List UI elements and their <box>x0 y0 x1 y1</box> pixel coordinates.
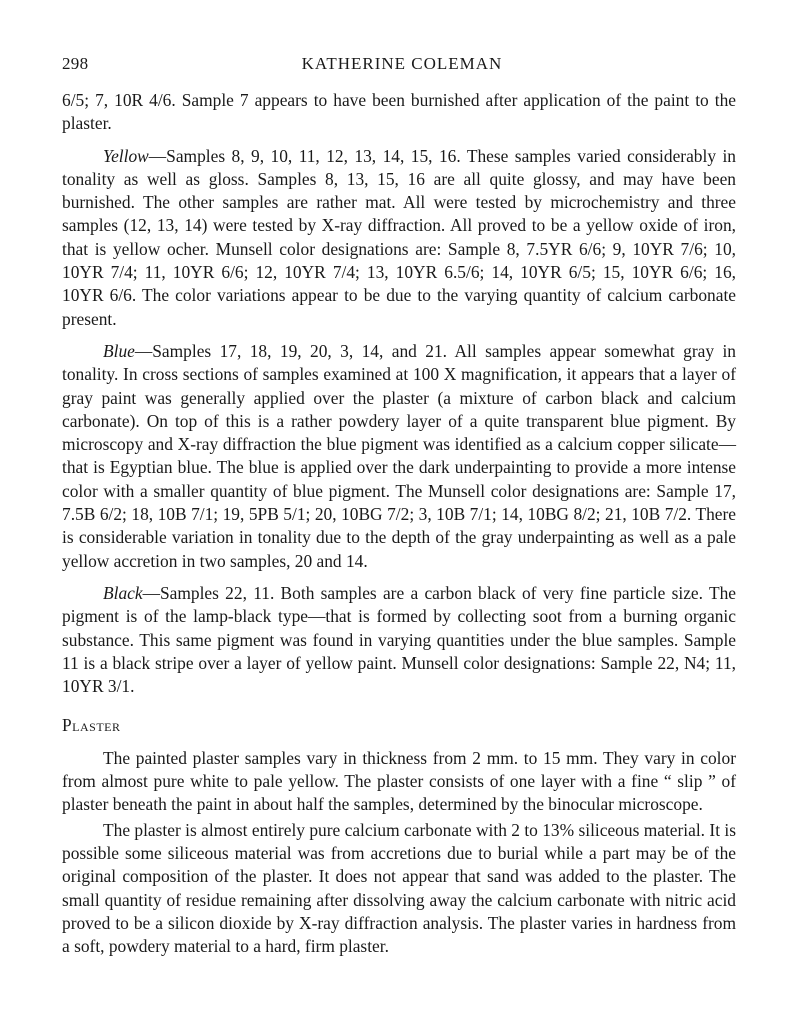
blue-label: Blue <box>103 340 135 361</box>
black-paragraph <box>62 582 736 698</box>
body-text <box>62 89 736 967</box>
yellow-label: Yellow <box>103 145 149 166</box>
page-number: 298 <box>62 54 89 73</box>
black-text: —Samples 22, 11. Both samples are a carbon black of very fine particle size. The pigment is of the lamp-black type—that is formed by collecting soot from a burning organic substance. This same pigment was found in varying quantities under the blue samples. Sample 11 is a black stripe over a layer of yellow paint. Munsell color designations: Sample 22, N4; 11, 10YR 3/1. <box>62 582 736 697</box>
plaster-heading: Plaster <box>62 715 121 736</box>
plaster-paragraph-1: The painted plaster samples vary in thickness from 2 mm. to 15 mm. They vary in color from almost pure white to pale yellow. The plaster consists of one layer with a fine “ slip ” of plaster beneath the paint in about half the samples, determined by the binocular microscope. <box>62 747 736 815</box>
blue-paragraph <box>62 340 736 573</box>
black-label: Black <box>103 582 143 603</box>
yellow-text: —Samples 8, 9, 10, 11, 12, 13, 14, 15, 16. These samples varied considerably in tonality as well as gloss. Samples 8, 13, 15, 16 are all quite glossy, and may have been burnished. The other samples are rather mat. All were tested by microchemistry and three samples (12, 13, 14) were tested by X-ray diffraction. All proved to be a yellow oxide of iron, that is yellow ocher. Munsell color designations are: Sample 8, 7.5YR 6/6; 9, 10YR 7/6; 10, 10YR 7/4; 11, 10YR 6/6; 12, 10YR 7/4; 13, 10YR 6.5/6; 14, 10YR 6/5; 15, 10YR 6/6; 16, 10YR 6/6. The color variations appear to be due to the varying quantity of calcium carbonate present. <box>62 145 736 329</box>
running-header <box>62 54 742 78</box>
continued-paragraph: 6/5; 7, 10R 4/6. Sample 7 appears to have been burnished after application of the paint to the plaster. <box>62 90 736 134</box>
plaster-paragraph-2: The plaster is almost entirely pure calcium carbonate with 2 to 13% siliceous material. It is possible some siliceous material was from accretions due to burial while a part may be of the original composition of the plaster. It does not appear that sand was added to the plaster. The small quantity of residue remaining after dissolving away the calcium carbonate with nitric acid proved to be a silicon dioxide by X-ray diffraction analysis. The plaster varies in hardness from a soft, powdery material to a hard, firm plaster. <box>62 819 736 957</box>
running-title: KATHERINE COLEMAN <box>301 54 503 73</box>
blue-text: —Samples 17, 18, 19, 20, 3, 14, and 21. All samples appear somewhat gray in tonality. In cross sections of samples examined at 100 X magnification, it appears that a layer of gray paint was generally applied over the plaster (a mixture of carbon black and calcium carbonate). On top of this is a rather powdery layer of a quite transparent blue pigment. By microscopy and X-ray diffraction the blue pigment was identified as a calcium copper silicate—that is Egyptian blue. The blue is applied over the dark underpainting to provide a more intense color with a smaller quantity of blue pigment. The Munsell color designations are: Sample 17, 7.5B 6/2; 18, 10B 7/1; 19, 5PB 5/1; 20, 10BG 7/2; 3, 10B 7/1; 14, 10BG 8/2; 21, 10B 7/2. There is considerable variation in tonality due to the depth of the gray underpainting as well as a pale yellow accretion in two samples, 20 and 14. <box>62 340 736 571</box>
yellow-paragraph <box>62 145 736 331</box>
